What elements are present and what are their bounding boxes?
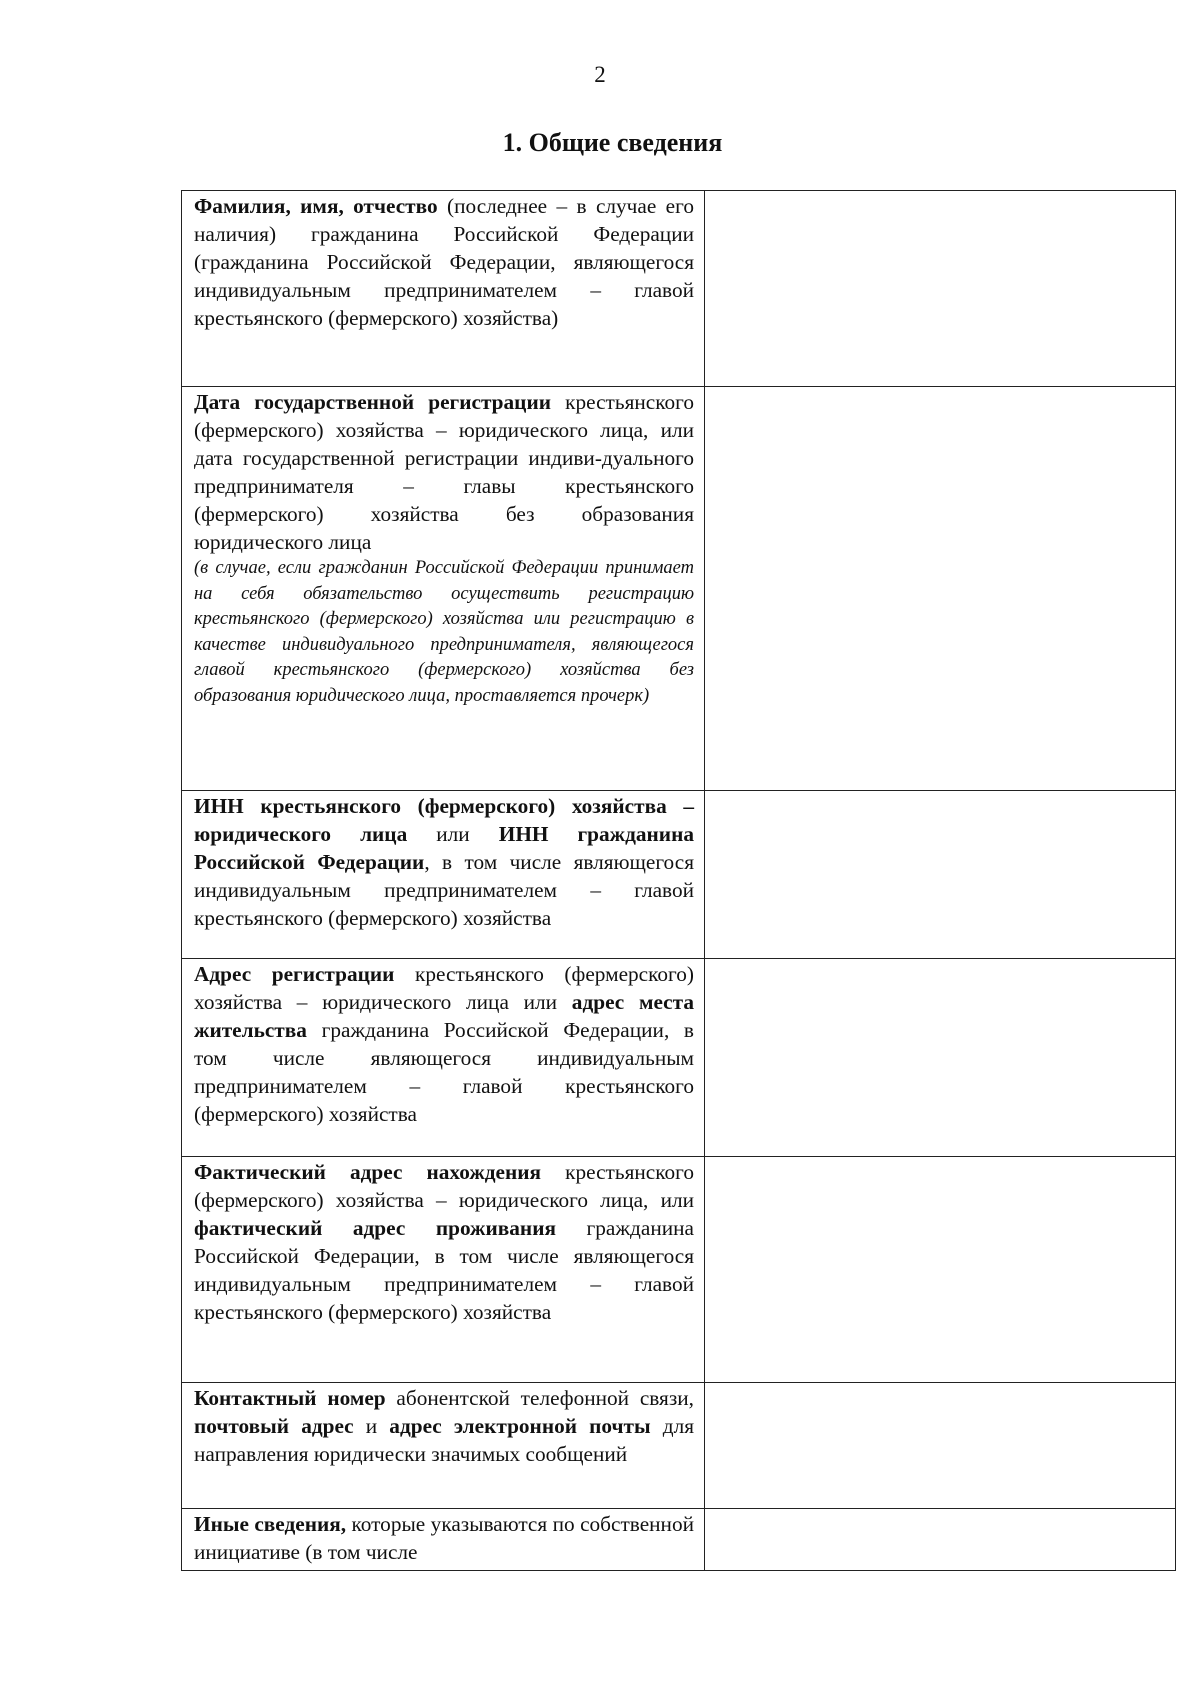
label-bold-text: Дата государственной регистрации — [194, 390, 551, 414]
label-bold-text: ИНН гражданина Российской Федерации — [194, 822, 695, 874]
label-bold-text: ИНН крестьянского (фермерского) хозяйства – юридического лица — [194, 794, 694, 846]
label-text: , в том числе являющегося индивидуальным предпринимателем – главой крестьянского (фермерского) хозяйства — [194, 850, 694, 930]
label-text: абонентской телефонной связи, — [385, 1386, 694, 1410]
label-bold-text: Фамилия, имя, отчество — [194, 194, 438, 218]
label-text: для направления юридически значимых сообщений — [194, 1414, 694, 1466]
label-text: гражданина Российской Федерации, в том числе являющегося индивидуальным предпринимателем – главой крестьянского (фермерского) хозяйства — [194, 1216, 694, 1324]
table-row-inn — [182, 791, 1176, 959]
label-text: или — [407, 822, 499, 846]
label-bold-text: Контактный номер — [194, 1386, 386, 1410]
table-row-full-name — [182, 191, 1176, 387]
label-text: которые указываются по собственной инициативе (в том числе — [194, 1512, 695, 1564]
value-cell-other-info[interactable] — [705, 1509, 1176, 1571]
label-text: крестьянского (фермерского) хозяйства – юридического лица или — [194, 962, 694, 1014]
label-text: и — [353, 1414, 390, 1438]
general-info-table — [181, 190, 1176, 1571]
label-text: крестьянского (фермерского) хозяйства – юридического лица, или — [194, 1160, 694, 1212]
value-cell-actual-address[interactable] — [705, 1157, 1176, 1383]
table-row-registration-address — [182, 959, 1176, 1157]
label-bold-text: почтовый адрес — [194, 1414, 354, 1438]
table-row-actual-address — [182, 1157, 1176, 1383]
label-bold-text: адрес электронной почты — [389, 1414, 651, 1438]
label-cell-actual-address — [182, 1157, 705, 1383]
page-number: 2 — [594, 62, 606, 87]
label-cell-other-info — [182, 1509, 705, 1571]
value-cell-registration-address[interactable] — [705, 959, 1176, 1157]
value-cell-contacts[interactable] — [705, 1383, 1176, 1509]
section-title: 1. Общие сведения — [502, 128, 723, 157]
label-text: крестьянского (фермерского) хозяйства – юридического лица, или дата государственной регистрации индиви-дуального предпринимателя – главы крестьянского (фермерского) хозяйства без образования юридического лица — [194, 390, 694, 554]
label-cell-registration-date — [182, 387, 705, 791]
label-text: (последнее – в случае его наличия) гражданина Российской Федерации (гражданина Российской Федерации, являющегося индивидуальным предпринимателем – главой крестьянского (фермерского) хозяйства) — [194, 194, 694, 330]
label-bold-text: фактический адрес проживания — [194, 1216, 556, 1240]
label-bold-text: Фактический адрес нахождения — [194, 1160, 542, 1184]
value-cell-inn[interactable] — [705, 791, 1176, 959]
label-bold-text: Иные сведения, — [194, 1512, 347, 1536]
label-cell-full-name — [182, 191, 705, 387]
table-row-other-info — [182, 1509, 1176, 1571]
label-cell-inn — [182, 791, 705, 959]
value-cell-registration-date[interactable] — [705, 387, 1176, 791]
label-bold-text: адрес места жительства — [194, 990, 695, 1042]
value-cell-full-name[interactable] — [705, 191, 1176, 387]
label-bold-text: Адрес регистрации — [194, 962, 395, 986]
label-cell-registration-address — [182, 959, 705, 1157]
label-text: гражданина Российской Федерации, в том числе являющегося индивидуальным предпринимателем – главой крестьянского (фермерского) хозяйства — [194, 1018, 694, 1126]
table-row-contacts — [182, 1383, 1176, 1509]
label-note: (в случае, если гражданин Российской Федерации принимает на себя обязательство осуществить регистрацию крестьянского (фермерского) хозяйства или регистрацию в качестве индивидуального предпринимателя, являющегося главой крестьянского (фермерского) хозяйства без образования юридического лица, проставляется прочерк) — [194, 558, 694, 706]
table-row-registration-date — [182, 387, 1176, 791]
label-cell-contacts — [182, 1383, 705, 1509]
